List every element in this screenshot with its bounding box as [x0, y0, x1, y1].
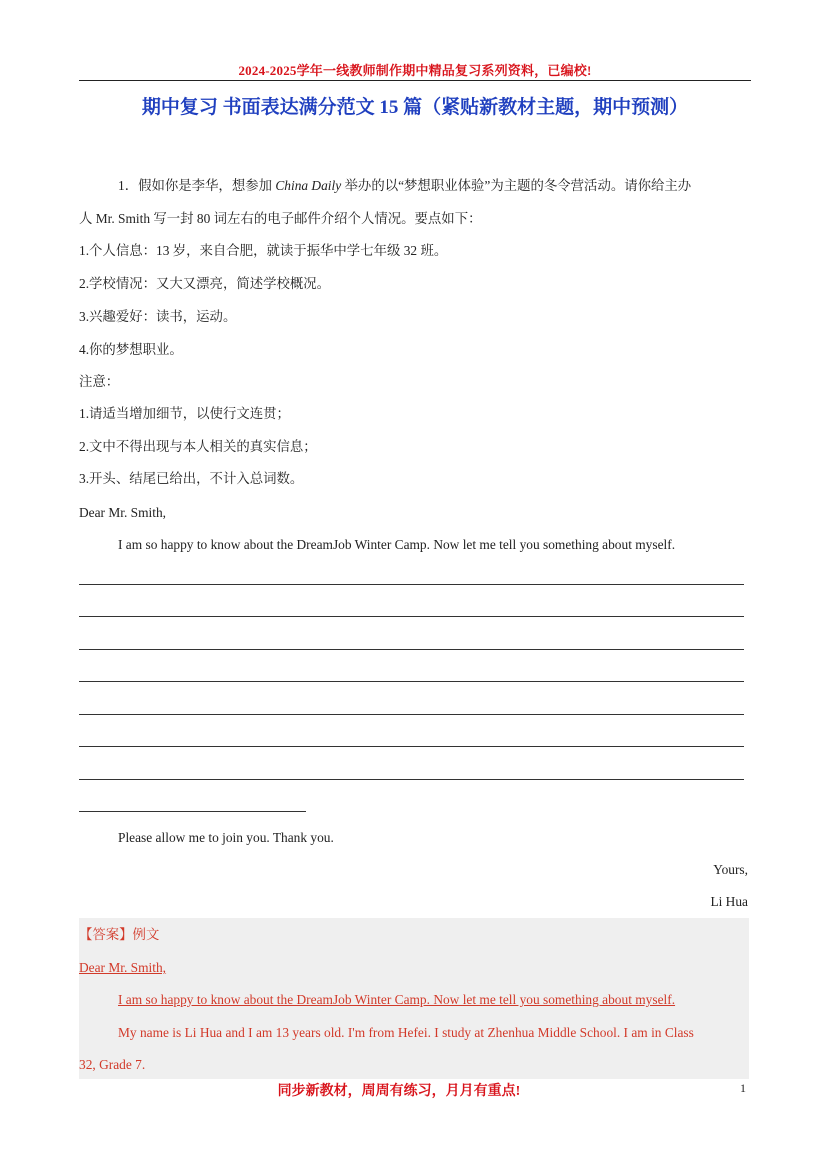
answer-salutation: Dear Mr. Smith,	[79, 960, 167, 975]
header-divider	[79, 80, 751, 81]
writing-line	[79, 584, 744, 585]
point-1: 1.个人信息：13 岁，来自合肥，就读于振华中学七年级 32 班。	[79, 243, 448, 258]
question-line-2: 人 Mr. Smith 写一封 80 词左右的电子邮件介绍个人情况。要点如下：	[79, 211, 482, 226]
letter-salutation: Dear Mr. Smith,	[79, 505, 167, 520]
note-2: 2.文中不得出现与本人相关的真实信息；	[79, 439, 317, 454]
point-3: 3.兴趣爱好：读书，运动。	[79, 309, 237, 324]
page-header: 2024-2025学年一线教师制作期中精品复习系列资料，已编校!	[238, 63, 592, 78]
page-footer: 同步新教材，周周有练习，月月有重点!	[277, 1084, 521, 1099]
answer-label: 【答案】例文	[79, 927, 160, 942]
writing-line	[79, 746, 744, 747]
writing-line	[79, 649, 744, 650]
writing-line	[79, 616, 744, 617]
writing-line	[79, 779, 744, 780]
letter-closing: Please allow me to join you. Thank you.	[118, 830, 334, 845]
writing-line	[79, 714, 744, 715]
point-4: 4.你的梦想职业。	[79, 342, 183, 357]
notes-label: 注意：	[79, 374, 120, 389]
answer-opening: I am so happy to know about the DreamJob Winter Camp. Now let me tell you something about myself.	[118, 992, 676, 1007]
letter-signature: Li Hua	[710, 894, 748, 909]
note-1: 1.请适当增加细节，以使行文连贯；	[79, 406, 290, 421]
point-2: 2.学校情况：又大又漂亮，简述学校概况。	[79, 276, 331, 291]
question-line-1: 1．假如你是李华，想参加 China Daily 举办的以“梦想职业体验”为主题的冬令营活动。请你给主办	[118, 178, 692, 193]
answer-body-line-1: My name is Li Hua and I am 13 years old. I'm from Hefei. I study at Zhenhua Middle School. I am in Class	[118, 1025, 694, 1040]
writing-line	[79, 681, 744, 682]
note-3: 3.开头、结尾已给出，不计入总词数。	[79, 471, 304, 486]
document-title: 期中复习 书面表达满分范文 15 篇（紧贴新教材主题，期中预测）	[141, 97, 689, 118]
page-number: 1	[740, 1081, 746, 1095]
writing-line-short	[79, 811, 306, 812]
answer-body-line-2: 32, Grade 7.	[79, 1057, 146, 1072]
letter-opening: I am so happy to know about the DreamJob Winter Camp. Now let me tell you something about myself.	[118, 537, 676, 552]
letter-signoff: Yours,	[713, 862, 748, 877]
